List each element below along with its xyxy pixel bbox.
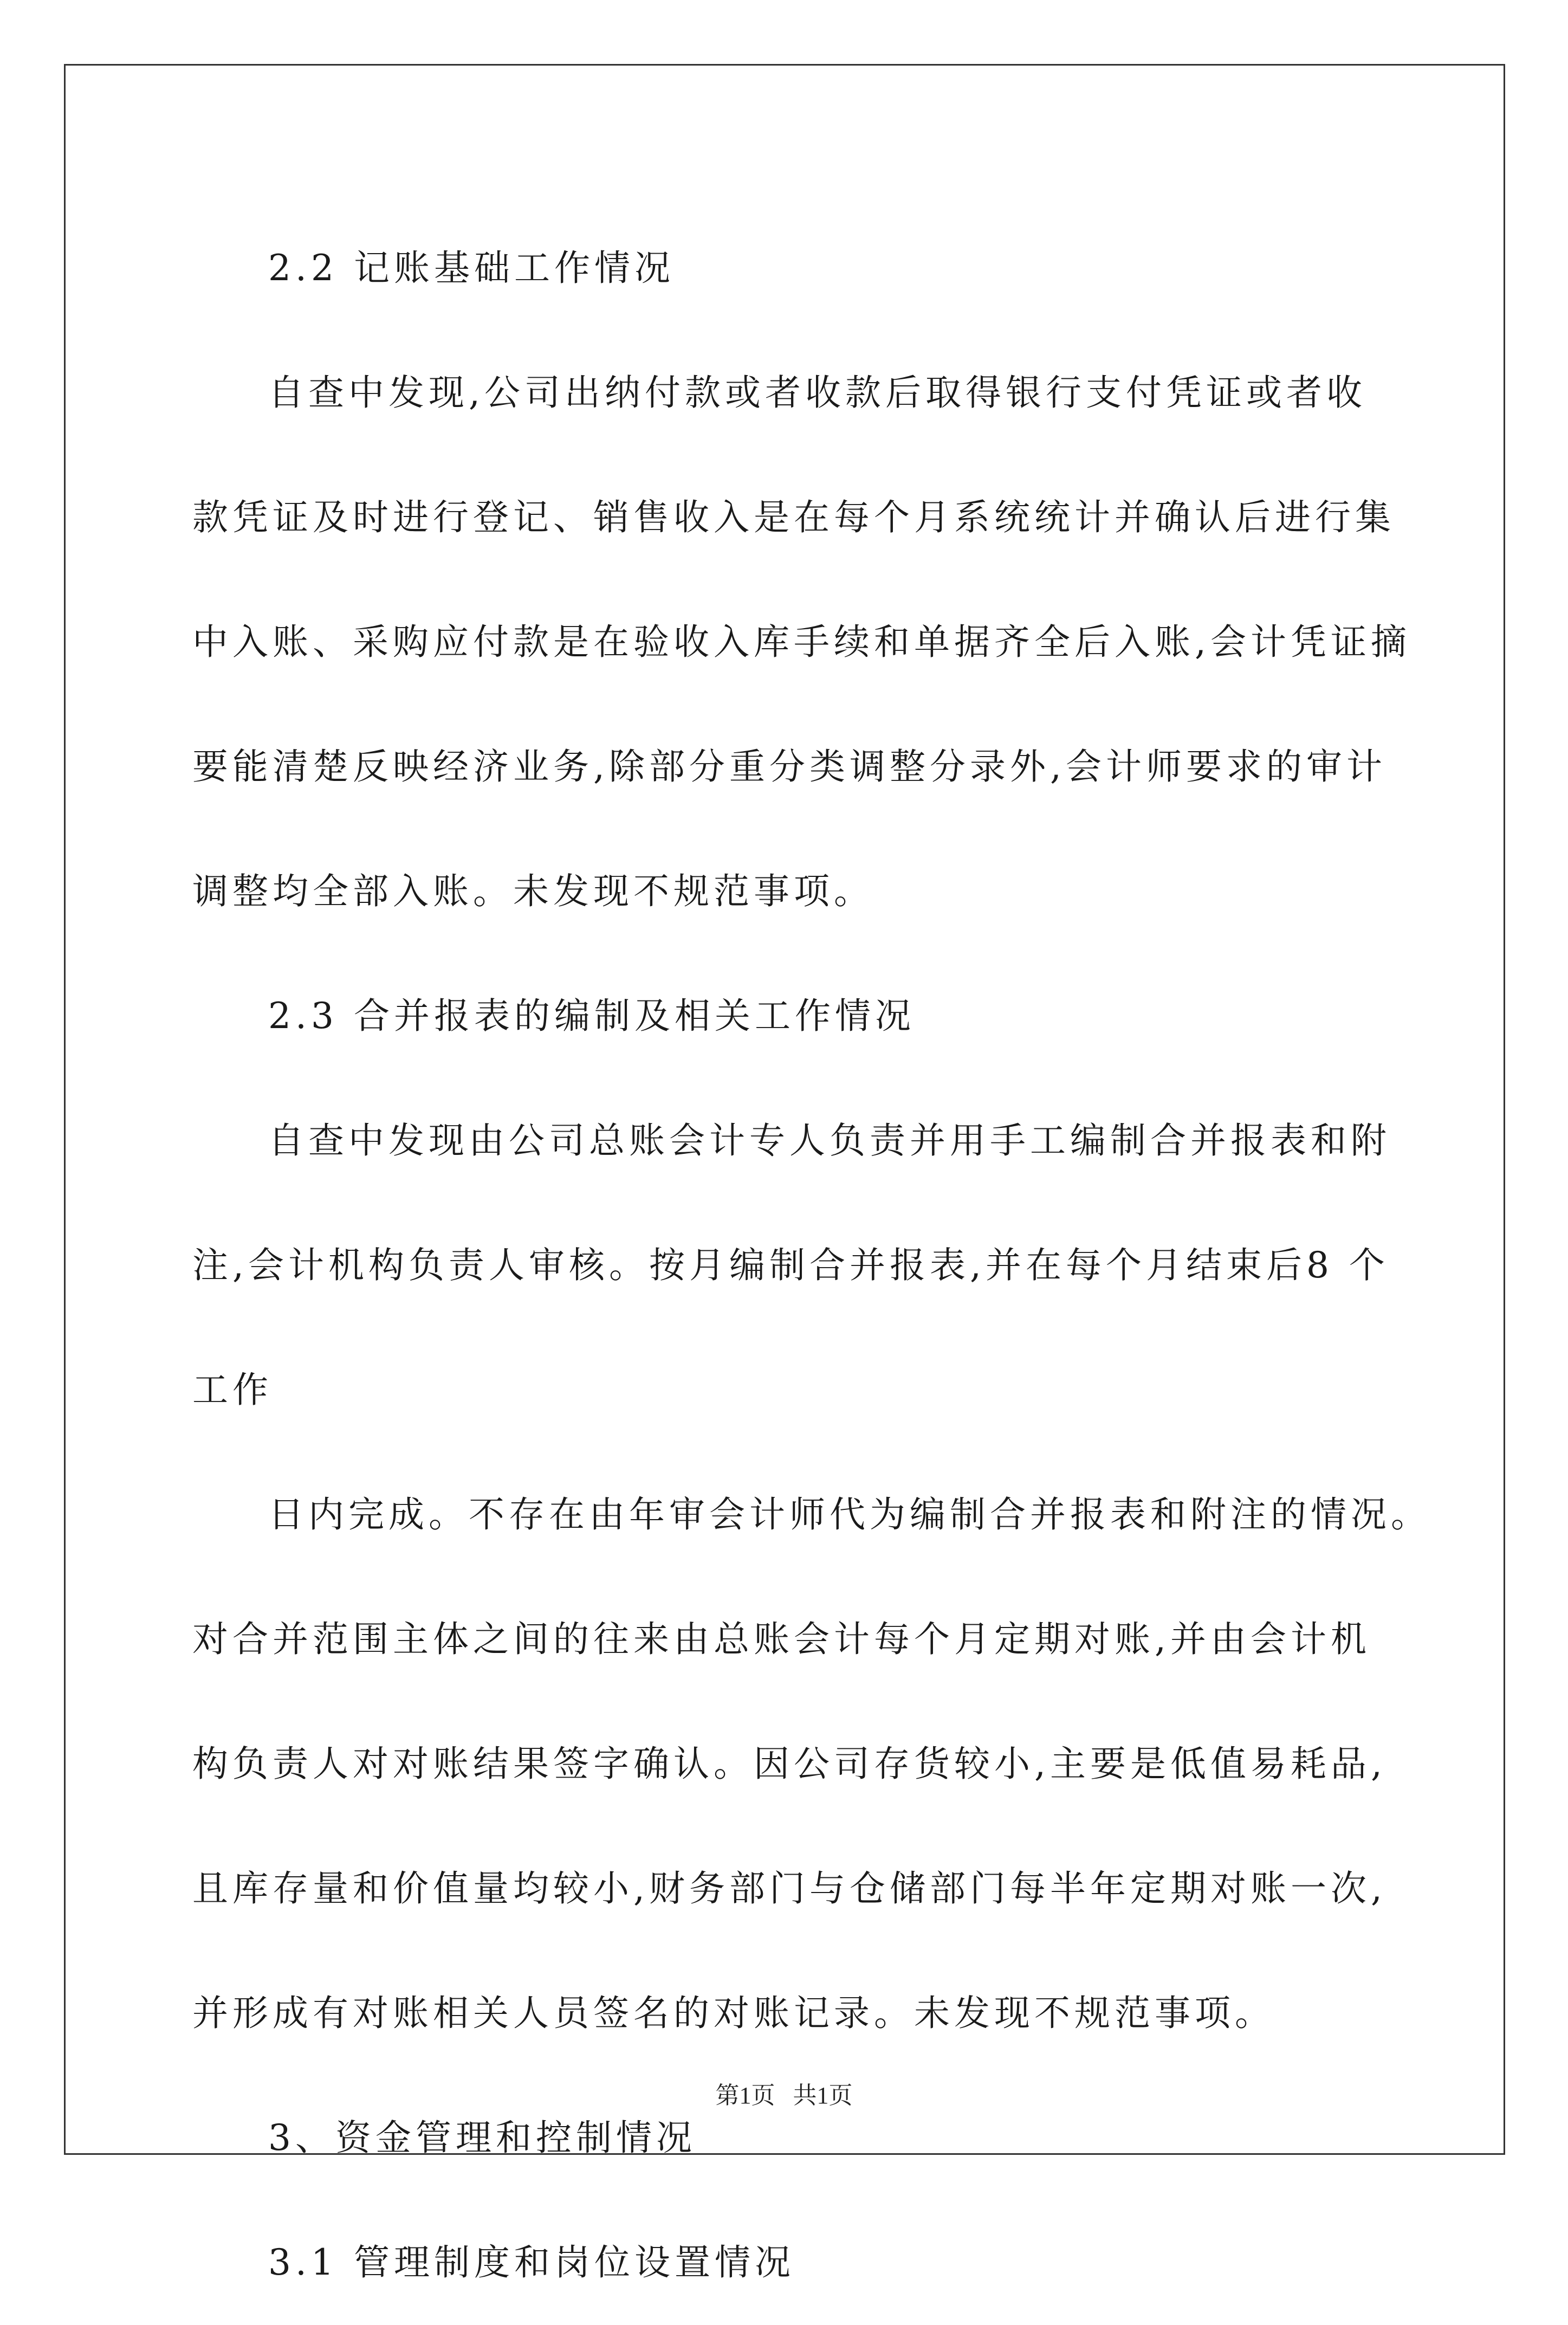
text-line: 2.2 记账基础工作情况	[268, 247, 675, 289]
text-line: 3、资金管理和控制情况	[268, 2117, 696, 2159]
text-line: 自查中发现由公司总账会计专人负责并用手工编制合并报表和附	[268, 1120, 1391, 1161]
text-line: 并形成有对账相关人员签名的对账记录。未发现不规范事项。	[192, 1992, 1275, 2034]
text-line: 注,会计机构负责人审核。按月编制合并报表,并在每个月结束后8 个	[192, 1244, 1389, 1286]
text-line: 构负责人对对账结果签字确认。因公司存货较小,主要是低值易耗品,	[192, 1743, 1386, 1785]
text-line: 3.1 管理制度和岗位设置情况	[268, 2242, 795, 2283]
text-line: 要能清楚反映经济业务,除部分重分类调整分录外,会计师要求的审计	[192, 746, 1386, 787]
text-line: 中入账、采购应付款是在验收入库手续和单据齐全后入账,会计凭证摘	[192, 621, 1411, 663]
text-line: 日内完成。不存在由年审会计师代为编制合并报表和附注的情况。	[268, 1494, 1431, 1535]
text-line: 且库存量和价值量均较小,财务部门与仓储部门每半年定期对账一次,	[192, 1868, 1386, 1909]
text-line: 款凭证及时进行登记、销售收入是在每个月系统统计并确认后进行集	[192, 496, 1395, 538]
text-line: 对合并范围主体之间的往来由总账会计每个月定期对账,并由会计机	[192, 1618, 1371, 1660]
text-line: 2.3 合并报表的编制及相关工作情况	[268, 995, 915, 1037]
text-line: 工作	[192, 1369, 273, 1411]
page-footer: 第1页 共1页	[715, 2082, 853, 2109]
document-body	[192, 206, 1431, 2325]
text-line: 自查中发现,公司出纳付款或者收款后取得银行支付凭证或者收	[268, 372, 1366, 414]
text-line: 调整均全部入账。未发现不规范事项。	[192, 870, 874, 912]
